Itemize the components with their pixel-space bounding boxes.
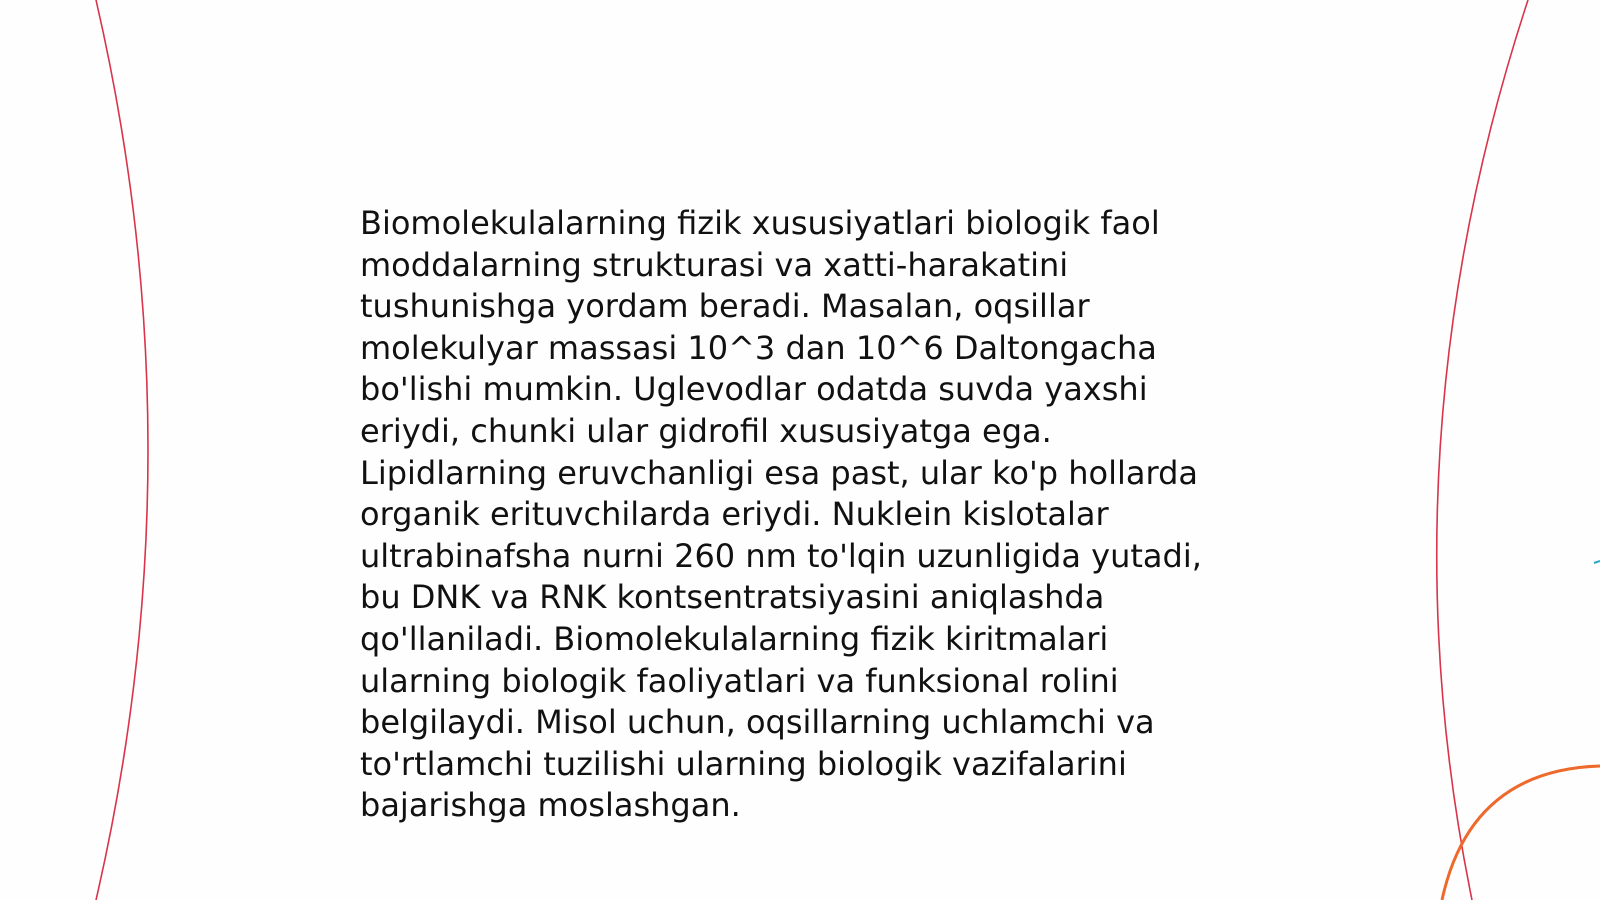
- right-curve-line: [1437, 0, 1528, 900]
- body-paragraph: Biomolekulalarning fizik xususiyatlari biologik faol moddalarning strukturasi va xatti-harakatini tushunishga yordam beradi. Masalan, oqsillar molekulyar massasi 10^3 dan 10^6 Daltongacha bo'lishi mumkin. Uglevodlar odatda suvda yaxshi eriydi, chunki ular gidrofil xususiyatga ega. Lipidlarning eruvchanligi esa past, ular ko'p hollarda organik erituvchilarda eriydi. Nuklein kislotalar ultrabinafsha nurni 260 nm to'lqin uzunligida yutadi, bu DNK va RNK kontsentratsiyasini aniqlashda qo'llaniladi. Biomolekulalarning fizik kiritmalari ularning biologik faoliyatlari va funksional rolini belgilaydi. Misol uchun, oqsillarning uchlamchi va to'rtlamchi tuzilishi ularning biologik vazifalarini bajarishga moslashgan.: [360, 204, 1202, 825]
- left-curve-line: [96, 0, 148, 900]
- teal-mark: [1594, 561, 1600, 563]
- orange-arc: [1442, 766, 1600, 900]
